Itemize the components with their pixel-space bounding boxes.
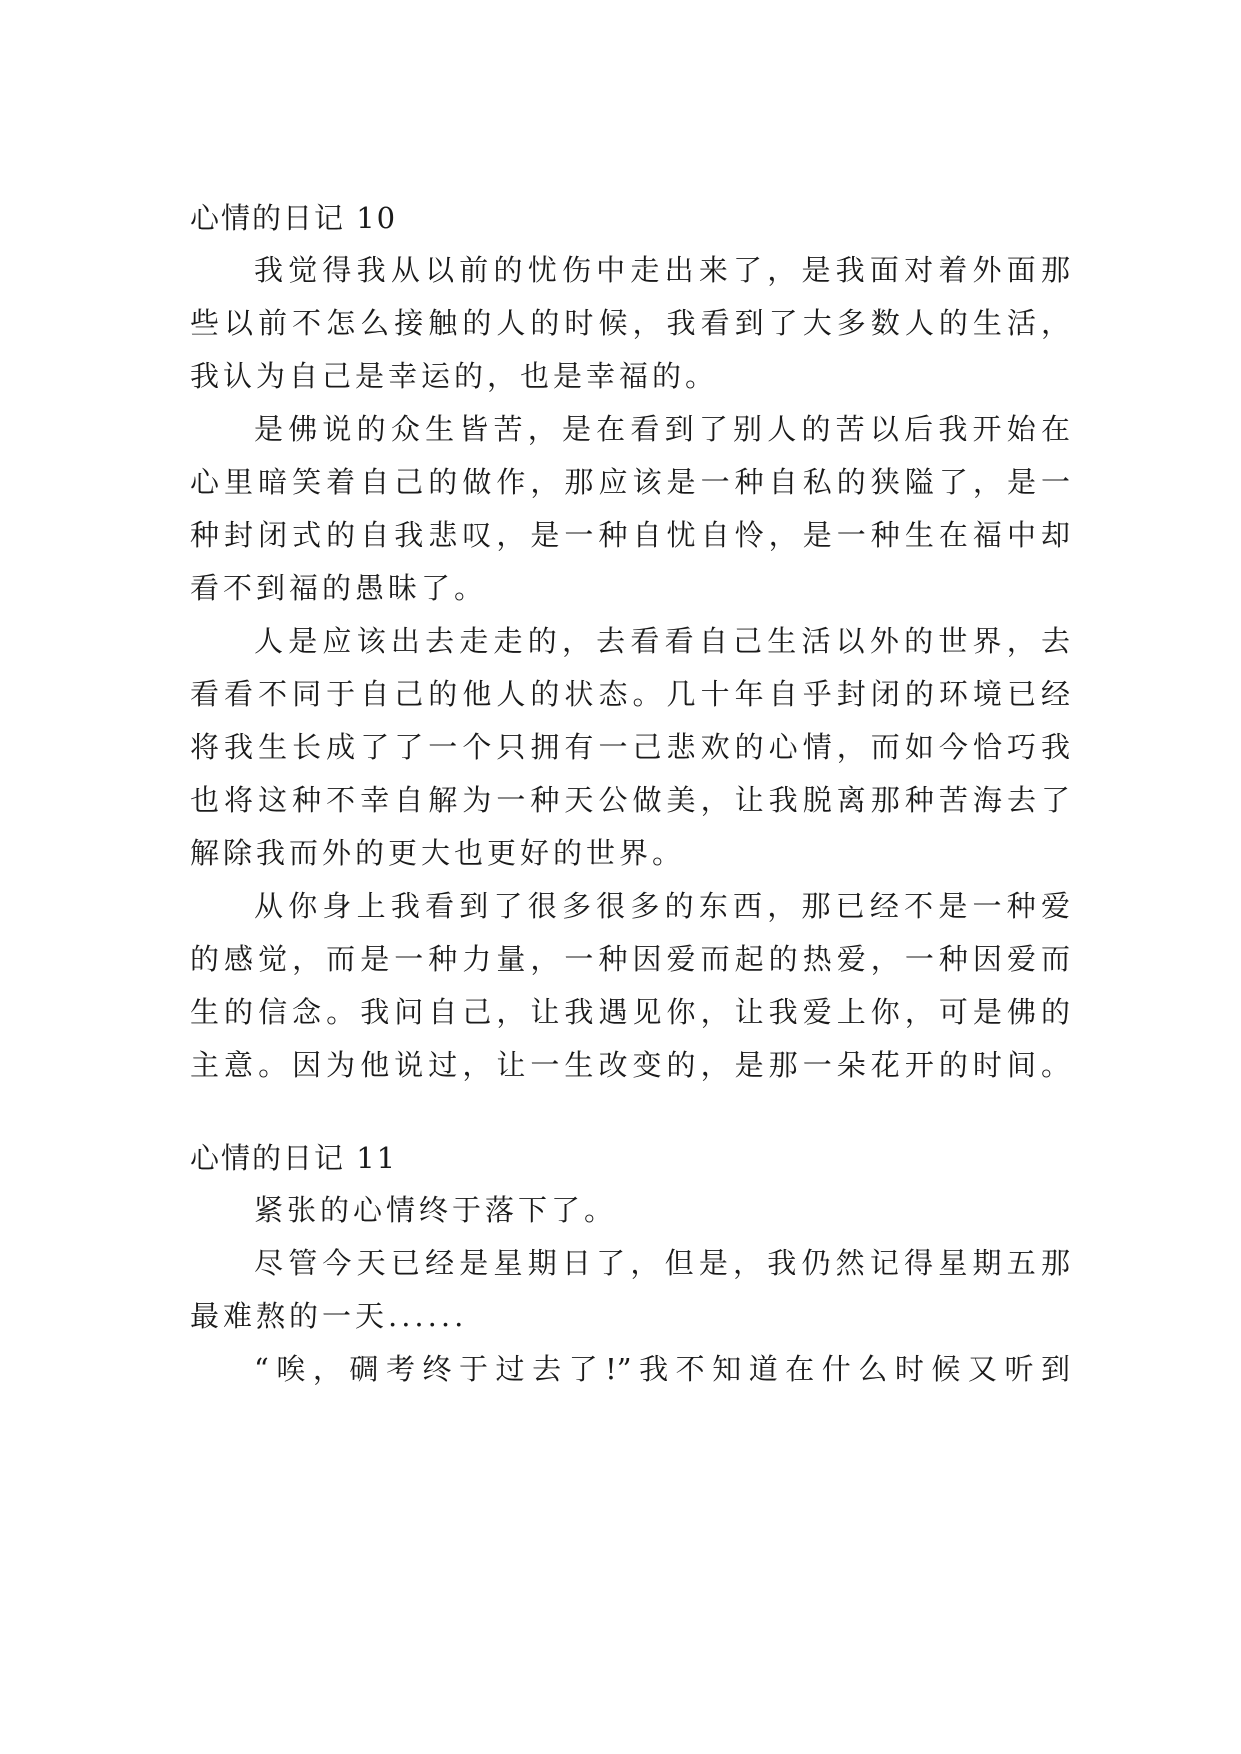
paragraph-line: 主意。因为他说过，让一生改变的，是那一朵花开的时间。 xyxy=(190,1048,1070,1082)
paragraph-line: 最难熬的一天...... xyxy=(190,1299,468,1333)
paragraph-line: 我认为自己是幸运的，也是幸福的。 xyxy=(190,359,719,393)
paragraph-line: “唉，碉考终于过去了!”我不知道在什么时候又听到 xyxy=(254,1352,1070,1386)
paragraph-line: 是佛说的众生皆苦，是在看到了别人的苦以后我开始在 xyxy=(254,412,1070,446)
entry-title-11: 心情的日记 11 xyxy=(190,1141,398,1175)
paragraph-line: 尽管今天已经是星期日了，但是，我仍然记得星期五那 xyxy=(254,1246,1070,1280)
paragraph-line: 看不到福的愚昧了。 xyxy=(190,571,488,605)
paragraph-line: 将我生长成了了一个只拥有一己悲欢的心情，而如今恰巧我 xyxy=(190,730,1070,764)
paragraph-line: 人是应该出去走走的，去看看自己生活以外的世界，去 xyxy=(254,624,1070,658)
paragraph-line: 也将这种不幸自解为一种天公做美，让我脱离那种苦海去了 xyxy=(190,783,1070,817)
paragraph-line: 解除我而外的更大也更好的世界。 xyxy=(190,836,686,870)
paragraph-line: 生的信念。我问自己，让我遇见你，让我爱上你，可是佛的 xyxy=(190,995,1070,1029)
paragraph-line: 看看不同于自己的他人的状态。几十年自乎封闭的环境已经 xyxy=(190,677,1070,711)
paragraph-line: 紧张的心情终于落下了。 xyxy=(254,1193,618,1227)
entry-title-10: 心情的日记 10 xyxy=(190,201,398,235)
paragraph-line: 心里暗笑着自己的做作，那应该是一种自私的狭隘了，是一 xyxy=(190,465,1070,499)
paragraph-line: 我觉得我从以前的忧伤中走出来了，是我面对着外面那 xyxy=(254,253,1070,287)
paragraph-line: 的感觉，而是一种力量，一种因爱而起的热爱，一种因爱而 xyxy=(190,942,1070,976)
paragraph-line: 些以前不怎么接触的人的时候，我看到了大多数人的生活， xyxy=(190,306,1070,340)
paragraph-line: 种封闭式的自我悲叹，是一种自忧自怜，是一种生在福中却 xyxy=(190,518,1070,552)
paragraph-line: 从你身上我看到了很多很多的东西，那已经不是一种爱 xyxy=(254,889,1070,923)
